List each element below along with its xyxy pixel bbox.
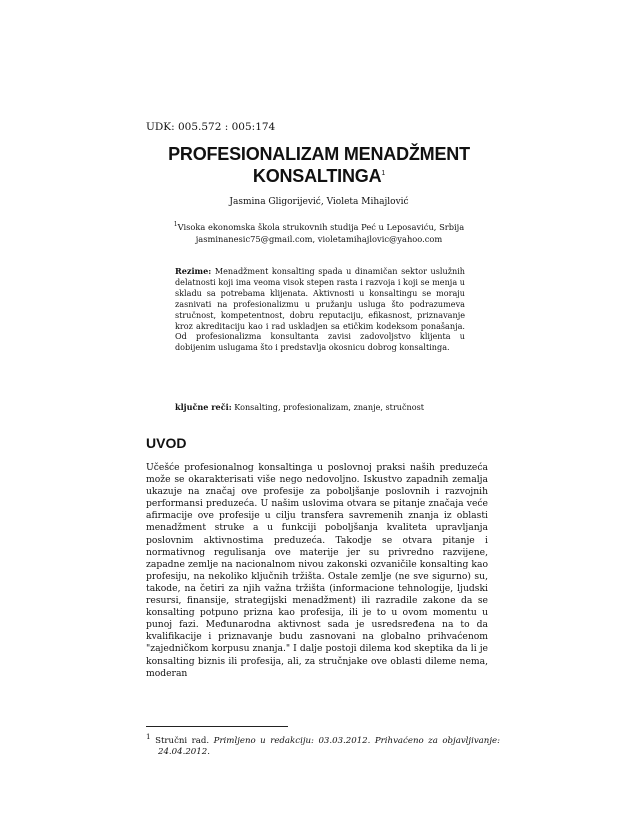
authors: Jasmina Gligorijević, Violeta Mihajlović [229, 197, 409, 207]
title-footnote-mark: 1 [381, 170, 386, 177]
affiliation-emails: jasminanesic75@gmail.com, violetamihajlovic@yahoo.com [195, 233, 443, 244]
footnote [146, 731, 500, 758]
keywords [175, 402, 475, 412]
footnote-text: Stručni rad. [150, 735, 214, 746]
footnote-divider [146, 726, 288, 727]
section-heading: UVOD [146, 435, 187, 451]
title-line-2 [146, 164, 492, 186]
affiliation [146, 219, 492, 245]
footnote-dates: Primljeno u redakciju: 03.03.2012. Prihvaćeno za objavljivanje: 24.04.2012. [158, 735, 500, 757]
keywords-label: ključne reči: [175, 402, 232, 412]
abstract [175, 266, 465, 353]
institution-name: Visoka ekonomska škola strukovnih studija Peć u Leposaviću, Srbija [177, 221, 465, 232]
udk-code: UDK: 005.572 : 005:174 [146, 121, 276, 133]
affiliation-mark: 1 [173, 221, 178, 228]
abstract-label: Rezime: [175, 266, 212, 276]
paper-title [146, 144, 492, 186]
body-paragraph: Učešće profesionalnog konsaltinga u poslovnoj praksi naših preduzeća može se okarakterisati više nego nedovoljno. Iskustvo zapadnih zemalja ukazuje na značaj ove profesije za poboljšanje poslovnih i razvojnih performansi preduzeća. U našim uslovima otvara se pitanje značaja veće afirmacije ove profesije u cilju transfera savremenih znanja iz oblasti menadžment struke a u funkciji poboljšanja kvaliteta upravljanja poslovnim aktivnostima preduzeća. Takodje se otvara pitanje i normativnog regulisanja ove materije jer su privredno razvijene, zapadne zemlje na nacionalnom nivou zakonski ozvaničile konsalting kao profesiju, na nekoliko ključnih tržišta. Ostale zemlje (ne sve sigurno) su, takode, na četiri za njih važna tržišta (informacione tehnologije, ljudski resursi, finansije, strategijski menadžment) ili razradile zakone da se konsalting potpuno prizna kao profesija, ili je to u ovom momentu u punoj fazi. Međunarodna aktivnost sada je usredsređena na to da kvalifikacije i priznavanje budu zasnovani na globalno prihvaćenom "zajedničkom korpusu znanja." I dalje postoji dilema kod skeptika da li je konsalting biznis ili profesija, ali, za stručnjake ove oblasti dileme nema, moderan [146, 462, 488, 679]
title-line-2-text: KONSALTINGA [252, 166, 382, 186]
affiliation-institution [146, 219, 492, 233]
title-line-1: PROFESIONALIZAM MENADŽMENT [168, 144, 470, 164]
abstract-text: Menadžment konsalting spada u dinamičan sektor uslužnih delatnosti koji ima veoma visok stepen rasta i razvoja i koji se menja u skladu sa potrebama klijenata. Aktivnosti u konsaltingu se moraju zasnivati na profesionalizmu u pružanju usluga što podrazumeva stručnost, kompetentnost, dobru reputaciju, efikasnost, priznavanje kroz akreditaciju kao i rad uskladjen sa etičkim kodeksom ponašanja. Od profesionalizma konsultanta zavisi zadovoljstvo klijenta u dobijenim uslugama što i predstavlja okosnicu dobrog konsaltinga. [175, 266, 465, 353]
keywords-text: Konsalting, profesionalizam, znanje, stručnost [231, 402, 425, 412]
footnote-mark: 1 [146, 732, 151, 741]
